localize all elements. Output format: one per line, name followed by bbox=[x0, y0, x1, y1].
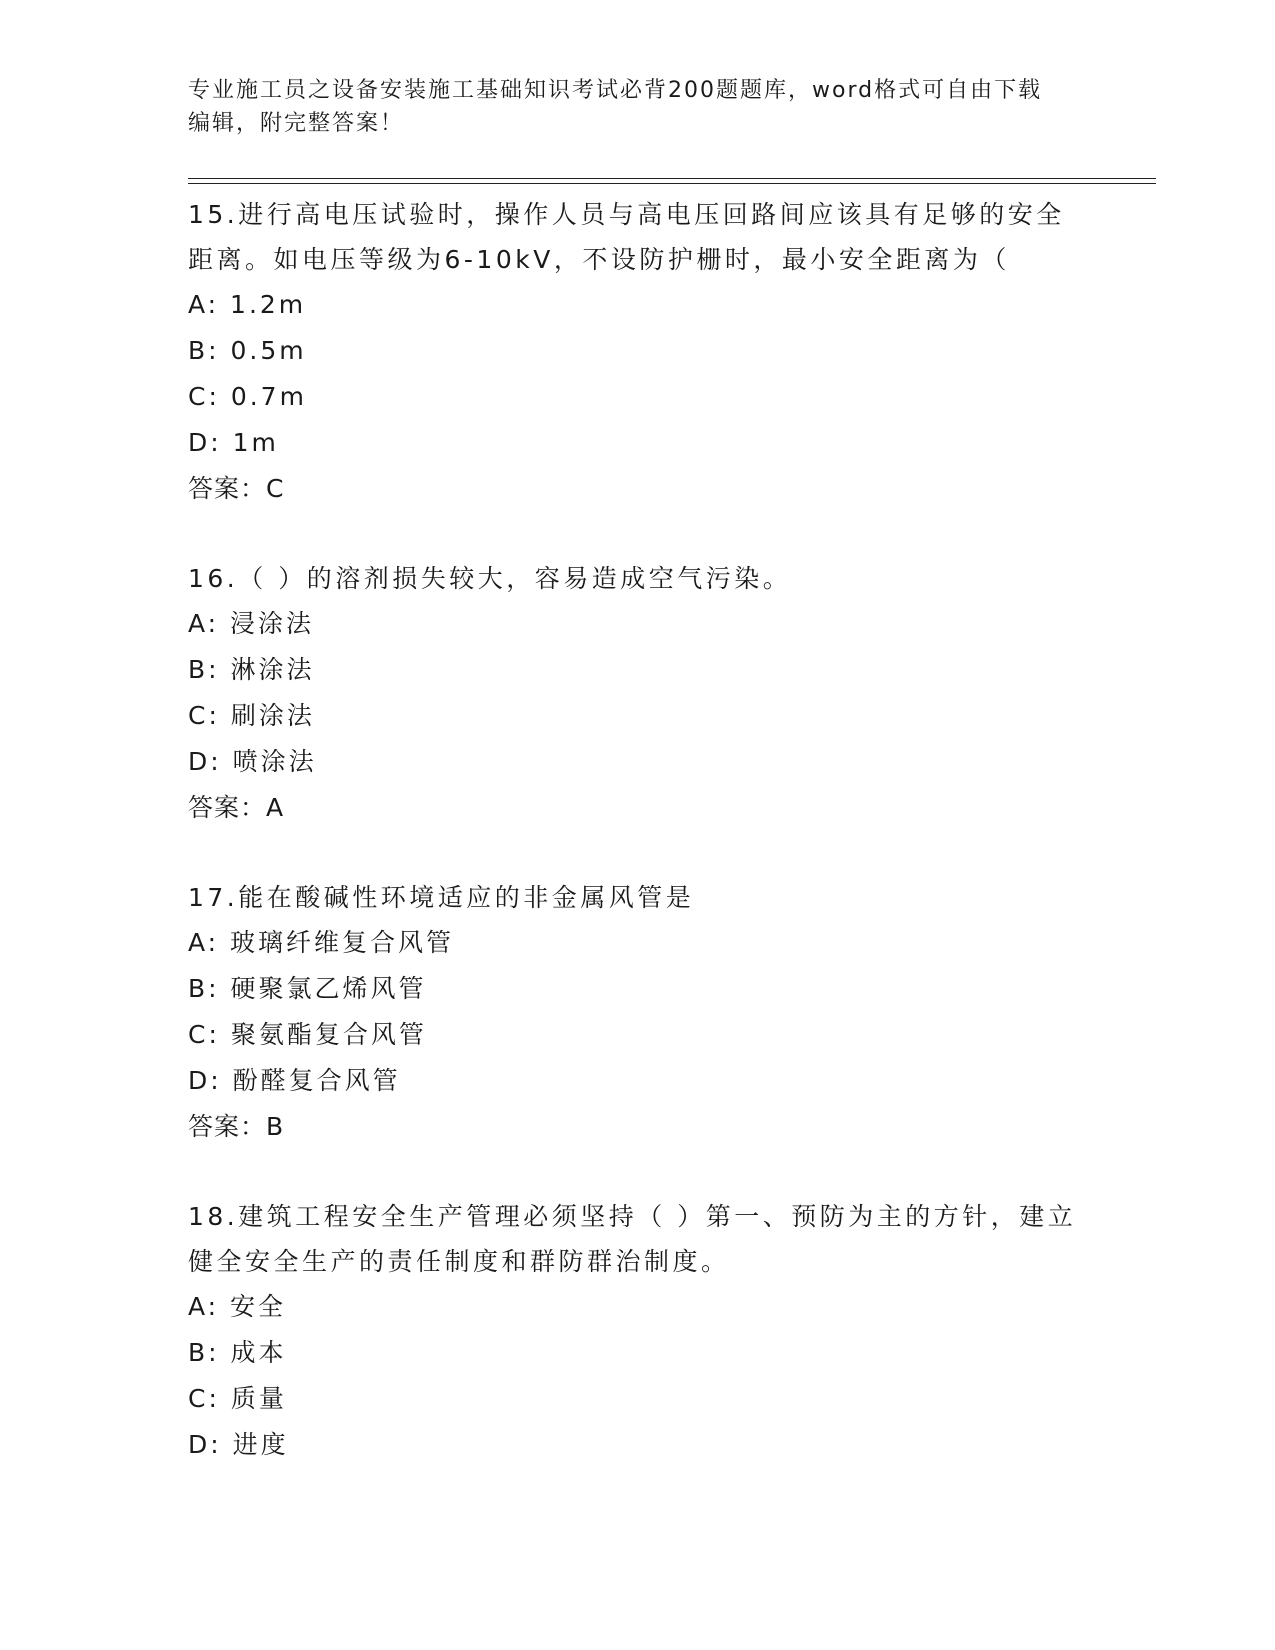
option-d: D: 喷涂法 bbox=[188, 747, 317, 776]
option-d: D: 酚醛复合风管 bbox=[188, 1066, 401, 1095]
option-a: A: 浸涂法 bbox=[188, 609, 315, 638]
option-c: C: 0.7m bbox=[188, 382, 307, 411]
question-17 bbox=[188, 875, 1088, 1149]
header-line-1: 专业施工员之设备安装施工基础知识考试必背200题题库，word格式可自由下载 bbox=[188, 78, 1043, 103]
question-16 bbox=[188, 556, 1088, 830]
question-stem: 17.能在酸碱性环境适应的非金属风管是 bbox=[188, 883, 695, 912]
option-d: D: 1m bbox=[188, 428, 279, 457]
option-d: D: 进度 bbox=[188, 1430, 289, 1459]
question-15 bbox=[188, 192, 1088, 511]
header-divider-bottom bbox=[188, 183, 1156, 184]
option-c: C: 刷涂法 bbox=[188, 701, 315, 730]
answer: 答案：A bbox=[188, 793, 285, 822]
option-b: B: 淋涂法 bbox=[188, 655, 315, 684]
question-stem: 15.进行高电压试验时，操作人员与高电压回路间应该具有足够的安全距离。如电压等级为6-10kV，不设防护栅时，最小安全距离为（ bbox=[188, 200, 1065, 274]
option-c: C: 质量 bbox=[188, 1384, 287, 1413]
question-list bbox=[188, 192, 1088, 1468]
option-a: A: 玻璃纤维复合风管 bbox=[188, 928, 455, 957]
option-a: A: 1.2m bbox=[188, 290, 307, 319]
header-divider-top bbox=[188, 178, 1156, 179]
option-b: B: 硬聚氯乙烯风管 bbox=[188, 974, 427, 1003]
option-b: B: 0.5m bbox=[188, 336, 307, 365]
header-line-2: 编辑，附完整答案！ bbox=[188, 111, 405, 136]
question-stem: 18.建筑工程安全生产管理必须坚持（ ）第一、预防为主的方针，建立健全安全生产的责任制度和群防群治制度。 bbox=[188, 1202, 1077, 1276]
document-header bbox=[188, 74, 1088, 140]
question-18 bbox=[188, 1194, 1088, 1468]
option-a: A: 安全 bbox=[188, 1292, 287, 1321]
option-c: C: 聚氨酯复合风管 bbox=[188, 1020, 427, 1049]
answer: 答案：C bbox=[188, 474, 285, 503]
question-stem: 16.（ ）的溶剂损失较大，容易造成空气污染。 bbox=[188, 564, 792, 593]
option-b: B: 成本 bbox=[188, 1338, 287, 1367]
answer: 答案：B bbox=[188, 1112, 285, 1141]
